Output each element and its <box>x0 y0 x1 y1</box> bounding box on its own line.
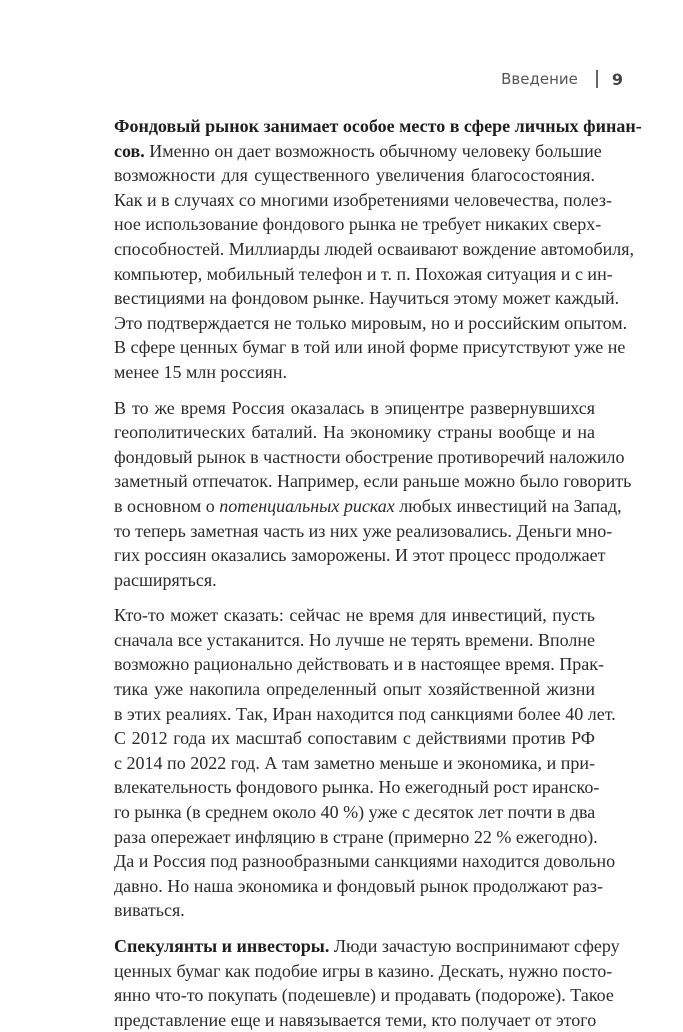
text-run: в этих реалиях. Так, Иран находится под санкциями более 40 лет. <box>114 703 616 724</box>
text-line <box>114 800 595 825</box>
text-line <box>114 212 602 237</box>
text-line <box>114 702 616 727</box>
text-run: любых инвестиций на Запад, <box>394 495 622 516</box>
bold-run: сов. <box>114 140 145 161</box>
text-run: с 2014 по 2022 год. А там заметно меньше и экономика, и при- <box>114 752 595 773</box>
page-number: 9 <box>611 69 623 89</box>
text-run: Люди зачастую воспринимают сферу <box>329 936 620 956</box>
text-run: В сфере ценных бумаг в той или иной форме присутствуют уже не <box>114 337 626 358</box>
text-run: Да и Россия под разнообразными санкциями находится довольно <box>114 851 616 872</box>
text-line <box>114 286 620 311</box>
text-run: то теперь заметная часть из них уже реализовались. Деньги мно- <box>114 520 613 541</box>
bold-run: Спекулянты и инвесторы. <box>114 936 330 956</box>
text-line <box>114 469 632 494</box>
text-line <box>114 628 595 653</box>
text-line <box>114 139 602 164</box>
paragraph <box>114 396 632 593</box>
text-line <box>114 874 603 899</box>
text-run: ное использование фондового рынка не требует никаких сверх- <box>114 214 602 235</box>
text-line <box>114 311 628 336</box>
text-line <box>114 983 614 1008</box>
bold-run: Фондовый рынок занимает особое место в сфере личных финан- <box>114 116 642 136</box>
text-line <box>114 420 595 445</box>
paragraph-gap <box>114 385 595 396</box>
text-run: вестициями на фондовом рынке. Научиться этому может каждый. <box>114 288 620 309</box>
text-run: влекательность фондового рынка. Но ежегодный рост иранско- <box>114 777 600 798</box>
text-run: виваться. <box>114 900 185 921</box>
text-run: гих россиян оказались заморожены. И этот процесс продолжает <box>114 545 606 566</box>
text-line <box>114 726 595 751</box>
text-line <box>114 237 634 262</box>
paragraph <box>114 934 620 1032</box>
text-run: В то же время Россия оказалась в эпицентре развернувшихся <box>114 397 595 418</box>
text-run: возможно рационально действовать и в настоящее время. Прак- <box>114 654 605 675</box>
text-run: расширяться. <box>114 569 217 590</box>
text-line <box>114 775 600 800</box>
text-run: тика уже накопила определенный опыт хозяйственной жизни <box>114 679 595 700</box>
header-divider <box>596 70 598 88</box>
text-run: С 2012 года их масштаб сопоставим с действиями против РФ <box>114 728 595 749</box>
italic-run: потенциальных рисках <box>219 495 395 516</box>
text-run: возможности для существенного увеличения благосостояния. <box>114 165 595 186</box>
text-run: фондовый рынок в частности обострение противоречий наложило <box>114 446 625 467</box>
text-line <box>114 262 613 287</box>
text-run: Именно он дает возможность обычному человеку большие <box>144 140 602 161</box>
text-run: давно. Но наша экономика и фондовый рынок продолжают раз- <box>114 875 603 896</box>
text-run: способностей. Миллиарды людей осваивают вождение автомобиля, <box>114 238 634 259</box>
text-run: Как и в случаях со многими изобретениями человечества, полез- <box>114 189 612 210</box>
paragraph-gap <box>114 923 595 934</box>
text-line <box>114 163 595 188</box>
text-line <box>114 603 595 628</box>
text-line <box>114 1008 595 1032</box>
text-run: го рынка (в среднем около 40 %) уже с десяток лет почти в два <box>114 802 596 823</box>
text-line <box>114 543 606 568</box>
text-line <box>114 335 626 360</box>
text-line <box>114 114 642 139</box>
text-run: представление еще и навязывается теми, кто получает от этого <box>114 1009 597 1030</box>
text-run: геополитических баталий. На экономику страны вообще и на <box>114 422 595 443</box>
text-run: Кто-то может сказать: сейчас не время для инвестиций, пусть <box>114 605 595 626</box>
text-line <box>114 188 612 213</box>
body-text <box>114 114 642 1032</box>
text-run: янно что-то покупать (подешевле) и продавать (подороже). Такое <box>114 985 614 1006</box>
text-run: Это подтверждается не только мировым, но и российским опытом. <box>114 312 628 333</box>
text-run: ценных бумаг как подобие игры в казино. Дескать, нужно посто- <box>114 960 613 981</box>
text-line <box>114 959 613 984</box>
paragraph <box>114 603 616 923</box>
text-run: в основном о <box>114 495 220 516</box>
text-run: сначала все устаканится. Но лучше не терять времени. Вполне <box>114 629 595 650</box>
text-line <box>114 652 605 677</box>
text-line <box>114 360 595 385</box>
paragraph-gap <box>114 592 595 603</box>
section-title: Введение <box>501 70 578 88</box>
text-run: менее 15 млн россиян. <box>114 361 287 382</box>
text-run: заметный отпечаток. Например, если раньше можно было говорить <box>114 471 632 492</box>
text-run: раза опережает инфляцию в стране (примерно 22 % ежегодно). <box>114 826 598 847</box>
text-run: компьютер, мобильный телефон и т. п. Похожая ситуация и с ин- <box>114 263 613 284</box>
text-line <box>114 494 622 519</box>
text-line <box>114 677 595 702</box>
text-line <box>114 934 620 959</box>
text-line <box>114 825 598 850</box>
paragraph <box>114 114 642 385</box>
text-line <box>114 445 625 470</box>
text-line <box>114 396 595 421</box>
text-line <box>114 519 613 544</box>
text-line <box>114 898 595 923</box>
text-line <box>114 568 595 593</box>
text-line <box>114 849 616 874</box>
text-line <box>114 751 595 776</box>
running-header <box>501 64 623 94</box>
